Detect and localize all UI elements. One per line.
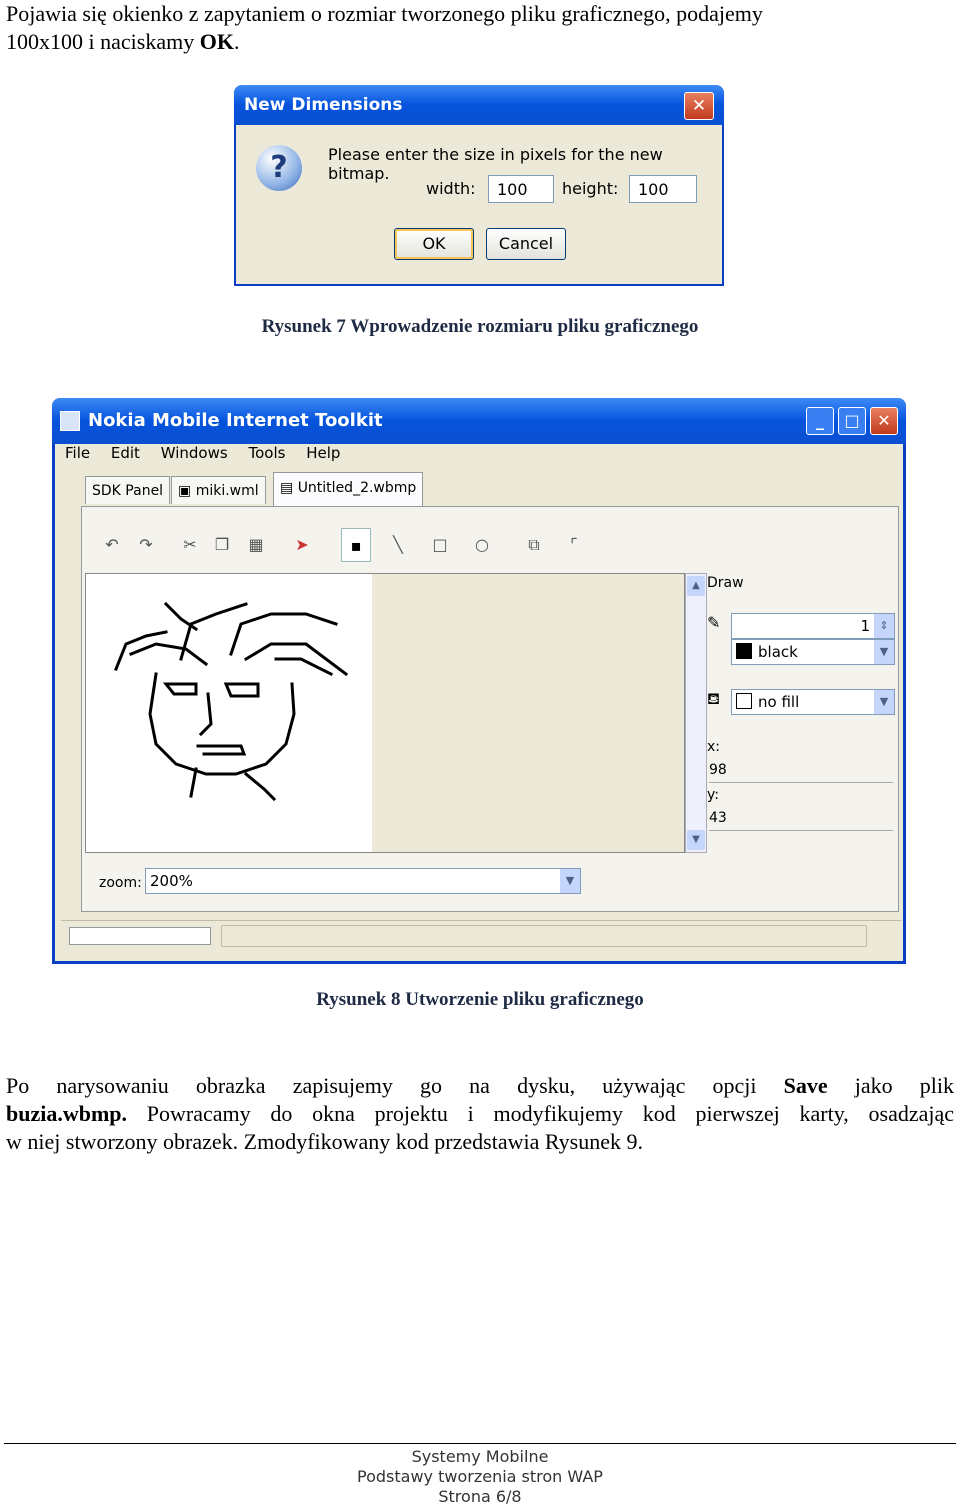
line-width-spinner[interactable] bbox=[731, 613, 895, 639]
close-icon[interactable]: ✕ bbox=[684, 92, 714, 120]
body-line-2 bbox=[6, 1100, 954, 1128]
status-bar bbox=[61, 920, 901, 955]
y-label: y: bbox=[707, 787, 719, 803]
question-icon: ? bbox=[256, 145, 302, 191]
paste-icon[interactable]: ▦ bbox=[248, 535, 264, 554]
body-filename-bold: buzia.wbmp. bbox=[6, 1101, 128, 1126]
chevron-down-icon[interactable]: ▼ bbox=[874, 640, 894, 664]
scroll-down-icon[interactable]: ▼ bbox=[687, 830, 705, 850]
body-text-2: Powracamy do okna projektu i modyfikujemy kod pierwszej karty, osadzając bbox=[146, 1101, 955, 1126]
paint-bucket-icon: ⛾ bbox=[707, 689, 721, 708]
tab-untitled-wbmp[interactable] bbox=[273, 472, 423, 506]
progress-field bbox=[69, 927, 211, 945]
tab-untitled-wbmp-label: Untitled_2.wbmp bbox=[297, 480, 417, 496]
draw-properties-panel bbox=[707, 573, 897, 853]
ellipse-tool-icon[interactable]: ○ bbox=[475, 535, 489, 554]
line-width-value: 1 bbox=[860, 617, 870, 635]
figure-7-caption: Rysunek 7 Wprowadzenie rozmiaru pliku graficznego bbox=[261, 316, 699, 337]
figure-8-caption: Rysunek 8 Utworzenie pliku graficznego bbox=[316, 989, 644, 1010]
undo-icon[interactable]: ↶ bbox=[105, 535, 119, 554]
pencil-point-icon[interactable]: ▪ bbox=[341, 528, 371, 562]
body-text-1-end: jako plik bbox=[854, 1073, 954, 1098]
tab-sdk-panel[interactable]: SDK Panel bbox=[85, 476, 170, 504]
dialog-title: New Dimensions bbox=[234, 85, 724, 125]
copy-icon[interactable]: ❐ bbox=[214, 535, 230, 554]
body-text-1: Po narysowaniu obrazka zapisujemy go na dysku, używając opcji bbox=[6, 1073, 757, 1098]
select-arrow-icon[interactable]: ➤ bbox=[295, 535, 309, 554]
x-label: x: bbox=[707, 739, 721, 755]
spinner-arrows-icon[interactable]: ⇕ bbox=[874, 614, 894, 638]
x-coordinate: 98 bbox=[709, 758, 893, 783]
resize-icon[interactable]: ⧉ bbox=[528, 535, 540, 554]
menu-tools[interactable]: Tools bbox=[248, 444, 286, 462]
footer-line-2: Podstawy tworzenia stron WAP bbox=[357, 1467, 603, 1486]
status-field bbox=[221, 925, 867, 947]
stroke-color-value: black bbox=[758, 643, 798, 661]
body-line-3: w niej stworzony obrazek. Zmodyfikowany kod przedstawia Rysunek 9. bbox=[6, 1129, 643, 1154]
menu-bar bbox=[65, 444, 356, 470]
width-input[interactable]: 100 bbox=[488, 175, 554, 203]
rectangle-tool-icon[interactable]: □ bbox=[432, 535, 448, 554]
empty-swatch-icon bbox=[736, 693, 752, 709]
bitmap-area[interactable] bbox=[86, 574, 372, 852]
menu-file[interactable]: File bbox=[65, 444, 91, 462]
zoom-value: 200% bbox=[150, 872, 193, 890]
redo-icon[interactable]: ↷ bbox=[139, 535, 153, 554]
footer-divider bbox=[4, 1443, 956, 1444]
intro-text-1: Pojawia się okienko z zapytaniem o rozmiar tworzonego pliku graficznego, podajemy bbox=[6, 1, 763, 26]
app-title: Nokia Mobile Internet Toolkit bbox=[88, 410, 383, 431]
black-swatch-icon bbox=[736, 643, 752, 659]
drawing-canvas[interactable] bbox=[85, 573, 685, 853]
close-window-icon[interactable]: ✕ bbox=[870, 407, 898, 435]
fill-value: no fill bbox=[758, 693, 800, 711]
draw-label: Draw bbox=[707, 575, 744, 591]
minimize-icon[interactable]: _ bbox=[806, 407, 834, 435]
body-line-1 bbox=[6, 1072, 954, 1100]
wbmp-file-icon: ▤ bbox=[280, 480, 298, 496]
height-label: height: bbox=[562, 179, 619, 198]
app-title-bar bbox=[52, 398, 906, 444]
crop-icon[interactable]: ⌜ bbox=[570, 535, 578, 554]
scroll-up-icon[interactable]: ▲ bbox=[687, 576, 705, 596]
wml-file-icon: ▣ bbox=[178, 483, 196, 499]
menu-windows[interactable]: Windows bbox=[160, 444, 228, 462]
height-input[interactable]: 100 bbox=[629, 175, 697, 203]
vertical-scrollbar[interactable] bbox=[685, 573, 707, 853]
y-coordinate: 43 bbox=[709, 806, 893, 831]
stroke-color-select[interactable] bbox=[731, 639, 895, 665]
zoom-label: zoom: bbox=[99, 875, 142, 891]
chevron-down-icon[interactable]: ▼ bbox=[874, 690, 894, 714]
maximize-icon[interactable]: □ bbox=[838, 407, 866, 435]
intro-period: . bbox=[233, 29, 240, 54]
cancel-button[interactable]: Cancel bbox=[486, 228, 566, 260]
fill-select[interactable] bbox=[731, 689, 895, 715]
nokia-toolkit-window bbox=[52, 398, 906, 964]
footer-page-number: Strona 6/8 bbox=[438, 1487, 522, 1506]
menu-help[interactable]: Help bbox=[306, 444, 341, 462]
intro-ok-bold: OK bbox=[199, 29, 234, 54]
dialog-message: Please enter the size in pixels for the new bitmap. bbox=[328, 145, 663, 183]
new-dimensions-dialog bbox=[234, 85, 724, 286]
body-save-bold: Save bbox=[783, 1073, 828, 1098]
intro-text-2: 100x100 i naciskamy bbox=[6, 29, 195, 54]
tab-miki-wml[interactable] bbox=[171, 476, 266, 504]
chevron-down-icon[interactable]: ▼ bbox=[560, 869, 580, 893]
pen-icon: ✎ bbox=[707, 613, 721, 632]
cut-icon[interactable]: ✂ bbox=[183, 535, 197, 554]
app-icon bbox=[60, 411, 80, 431]
ok-button[interactable]: OK bbox=[394, 228, 474, 260]
tab-miki-wml-label: miki.wml bbox=[195, 483, 259, 499]
width-label: width: bbox=[426, 179, 476, 198]
menu-edit[interactable]: Edit bbox=[110, 444, 140, 462]
footer-line-1: Systemy Mobilne bbox=[411, 1447, 549, 1466]
line-tool-icon[interactable]: ╲ bbox=[393, 535, 403, 554]
intro-paragraph bbox=[6, 0, 954, 56]
zoom-select[interactable] bbox=[145, 868, 581, 894]
face-drawing bbox=[86, 574, 372, 852]
